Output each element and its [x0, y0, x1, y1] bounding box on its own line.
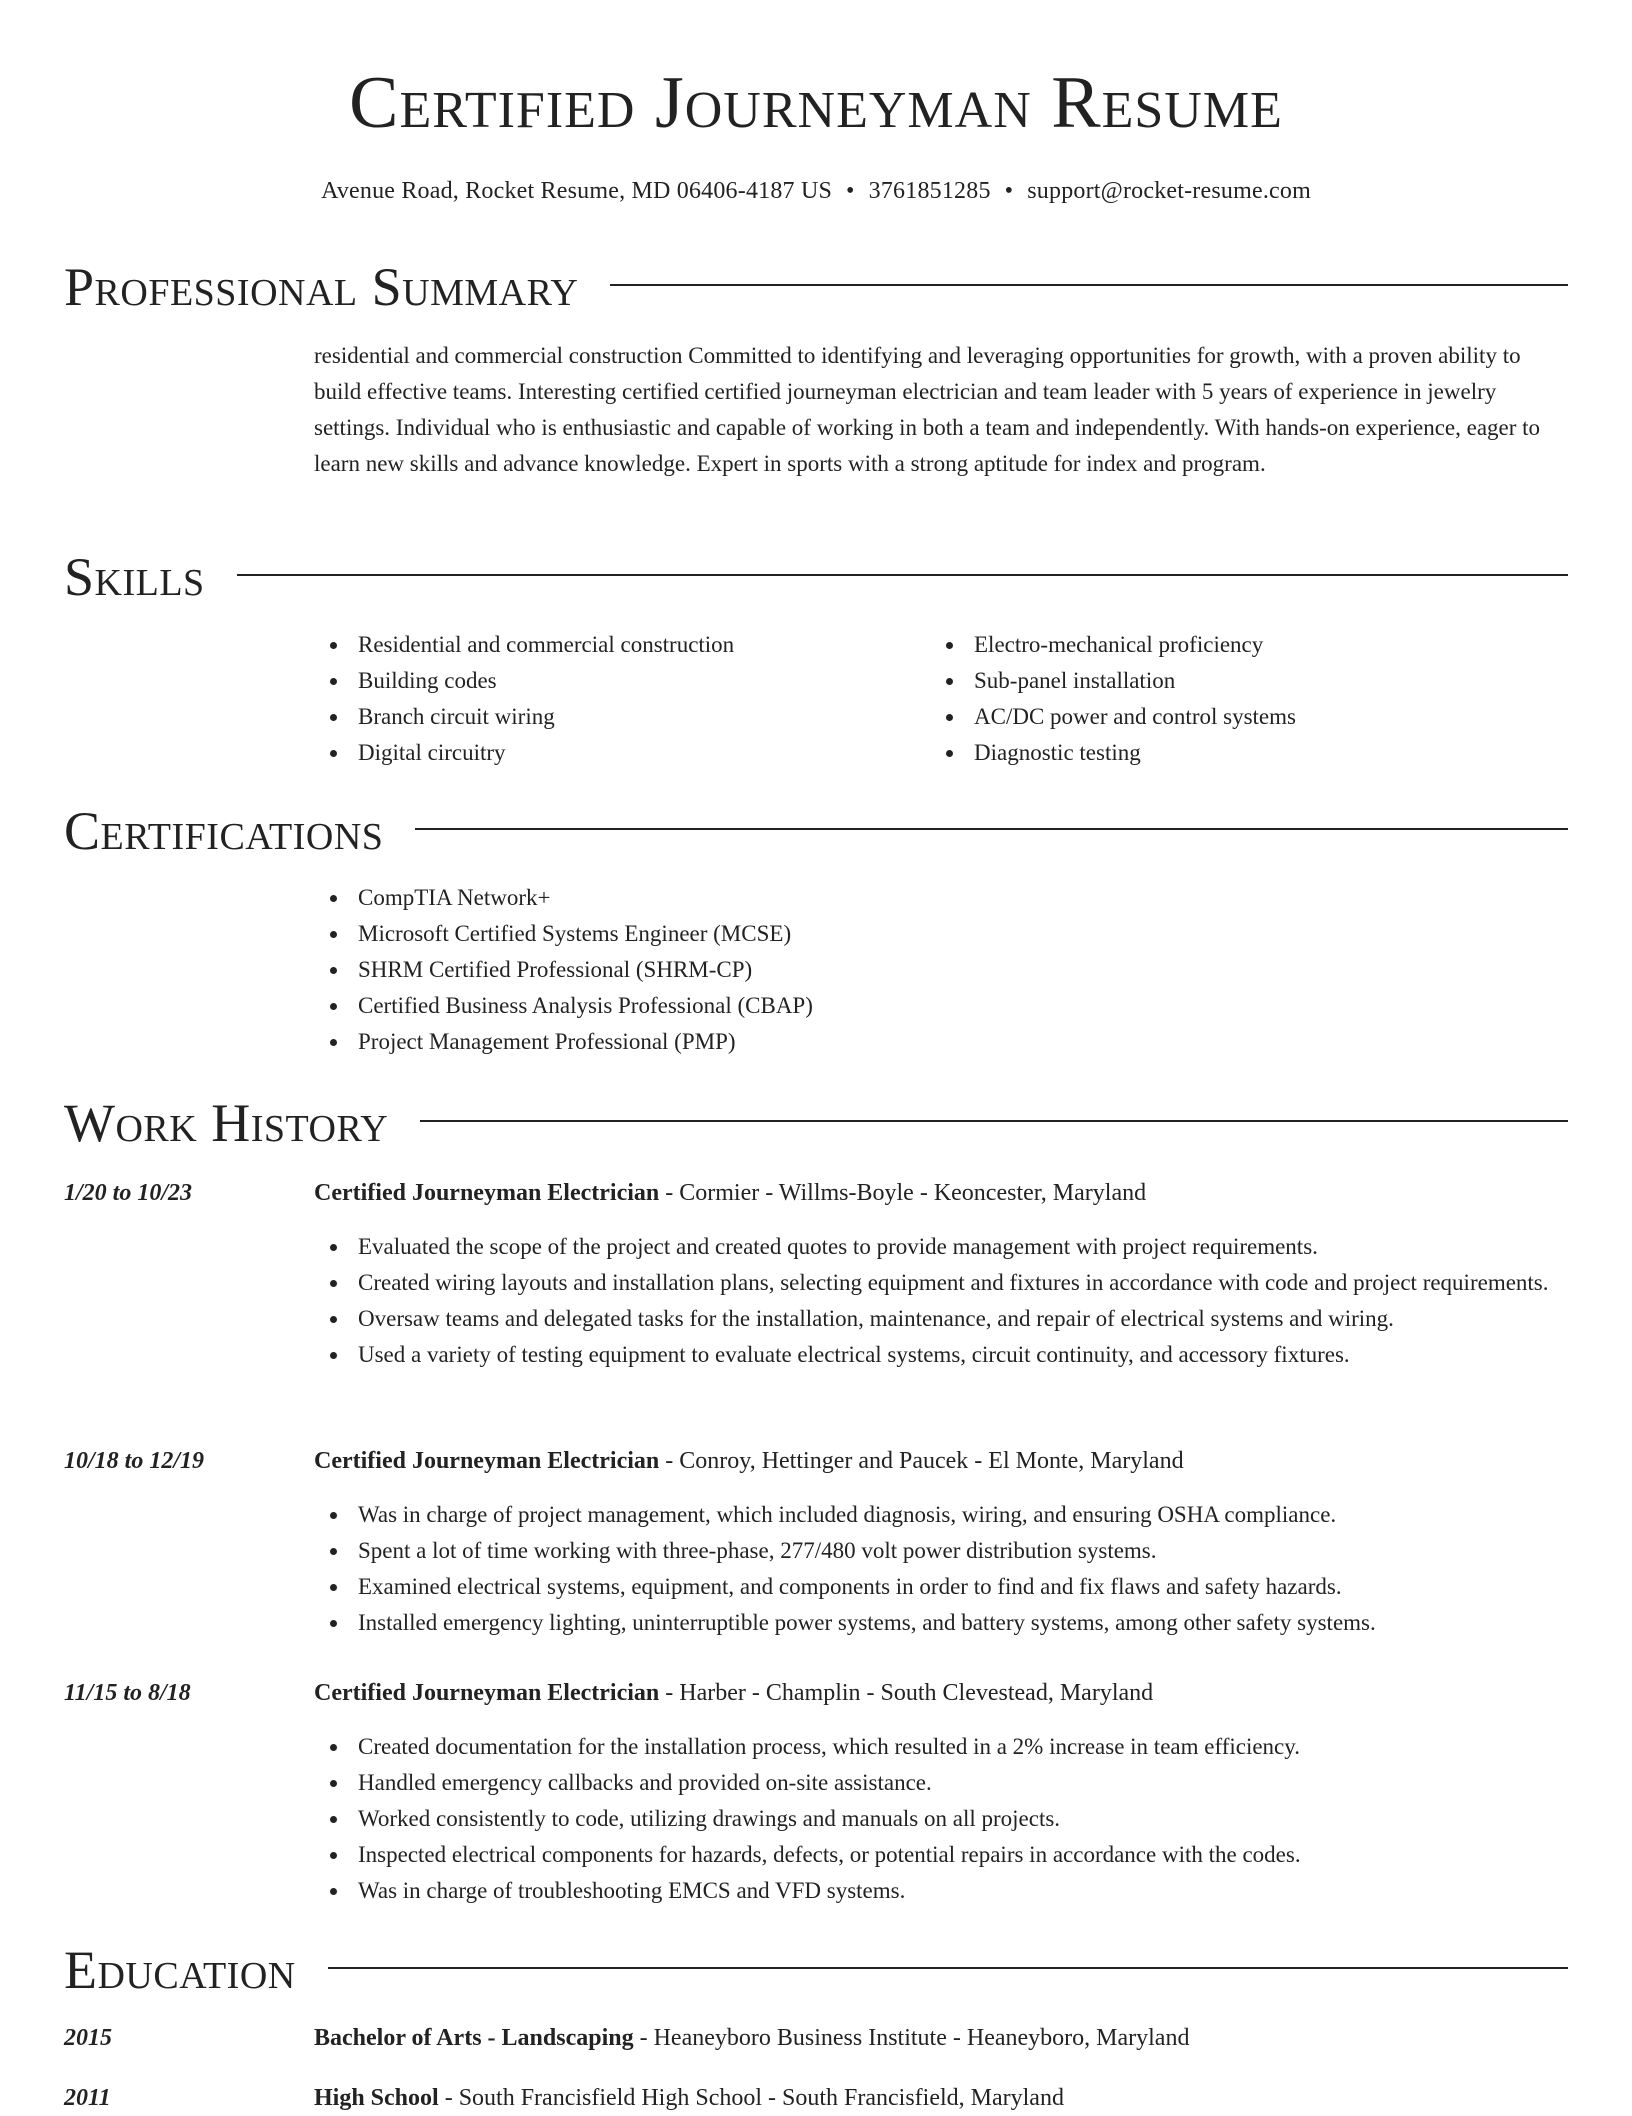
work-title-line [314, 1175, 1146, 1211]
skill-item: Diagnostic testing [930, 735, 1530, 771]
contact-separator: • [846, 178, 855, 204]
work-bullet: Was in charge of troubleshooting EMCS and VFD systems. [314, 1873, 1568, 1909]
work-bullet: Created wiring layouts and installation plans, selecting equipment and fixtures in accordance with code and project requirements. [314, 1265, 1568, 1301]
work-dates: 1/20 to 10/23 [64, 1180, 193, 1206]
section-divider [415, 828, 1568, 830]
job-title: Certified Journeyman Electrician [314, 1680, 660, 1706]
skill-item: AC/DC power and control systems [930, 699, 1530, 735]
section-heading: Education [64, 1940, 296, 2000]
skill-item: Sub-panel installation [930, 663, 1530, 699]
work-bullets [314, 1229, 1568, 1373]
work-bullet: Spent a lot of time working with three-phase, 277/480 volt power distribution systems. [314, 1533, 1568, 1569]
professional-summary-text: residential and commercial construction Committed to identifying and leveraging opportunities for growth, with a proven ability to build effective teams. Interesting certified certified journeyman electrician and team leader with 5 years of experience in jewelry settings. Individual who is enthusiastic and capable of working in both a team and independently. With hands-on experience, eager to learn new skills and advance knowledge. Expert in sports with a strong aptitude for index and program. [314, 343, 1541, 476]
work-title-line [314, 1443, 1184, 1479]
education-degree: Bachelor of Arts - Landscaping [314, 2025, 634, 2051]
contact-email[interactable]: support@rocket-resume.com [1027, 178, 1311, 204]
skill-item: Residential and commercial construction [314, 627, 914, 663]
education-line [314, 2020, 1189, 2056]
certifications-list [314, 880, 1514, 1060]
job-employer-location: - Conroy, Hettinger and Paucek - El Monte, Maryland [659, 1448, 1184, 1474]
education-year: 2015 [64, 2025, 112, 2051]
work-dates: 11/15 to 8/18 [64, 1680, 191, 1706]
contact-address: Avenue Road, Rocket Resume, MD 06406-4187 US [321, 178, 833, 204]
job-title: Certified Journeyman Electrician [314, 1180, 660, 1206]
job-employer-location: - Harber - Champlin - South Clevestead, Maryland [659, 1680, 1154, 1706]
certification-item: CompTIA Network+ [314, 880, 1514, 916]
section-heading: Work History [64, 1093, 389, 1153]
education-year: 2011 [64, 2085, 111, 2111]
section-heading: Professional Summary [64, 257, 579, 317]
work-bullet: Installed emergency lighting, uninterruptible power systems, and battery systems, among other safety systems. [314, 1605, 1568, 1641]
section-skills [64, 542, 1568, 612]
work-bullet: Was in charge of project management, which included diagnosis, wiring, and ensuring OSHA compliance. [314, 1497, 1568, 1533]
section-divider [328, 1967, 1568, 1969]
section-heading: Certifications [64, 801, 384, 861]
education-school-location: - Heaneyboro Business Institute - Heaneyboro, Maryland [633, 2025, 1190, 2051]
skill-item: Building codes [314, 663, 914, 699]
contact-line [0, 176, 1632, 206]
resume-title: Certified Journeyman Resume [349, 62, 1283, 144]
work-bullet: Worked consistently to code, utilizing drawings and manuals on all projects. [314, 1801, 1568, 1837]
education-line [314, 2080, 1064, 2116]
work-title-line [314, 1675, 1153, 1711]
work-bullet: Created documentation for the installation process, which resulted in a 2% increase in team efficiency. [314, 1729, 1568, 1765]
section-divider [237, 574, 1568, 576]
job-title: Certified Journeyman Electrician [314, 1448, 660, 1474]
education-school-location: - South Francisfield High School - South Francisfield, Maryland [438, 2085, 1064, 2111]
section-divider [420, 1120, 1568, 1122]
skill-item: Branch circuit wiring [314, 699, 914, 735]
section-professional-summary [64, 252, 1568, 322]
work-bullets [314, 1729, 1568, 1909]
section-work-history [64, 1088, 1568, 1158]
work-bullet: Examined electrical systems, equipment, and components in order to find and fix flaws and safety hazards. [314, 1569, 1568, 1605]
certification-item: Microsoft Certified Systems Engineer (MCSE) [314, 916, 1514, 952]
section-heading: Skills [64, 547, 205, 607]
work-dates: 10/18 to 12/19 [64, 1448, 205, 1474]
certification-item: SHRM Certified Professional (SHRM-CP) [314, 952, 1514, 988]
work-bullet: Evaluated the scope of the project and created quotes to provide management with project requirements. [314, 1229, 1568, 1265]
certification-item: Certified Business Analysis Professional (CBAP) [314, 988, 1514, 1024]
section-divider [610, 284, 1568, 286]
section-education [64, 1935, 1568, 2005]
contact-separator: • [1004, 178, 1014, 204]
skills-list-right [930, 627, 1530, 771]
skills-list-left [314, 627, 914, 771]
work-bullet: Inspected electrical components for hazards, defects, or potential repairs in accordance with the codes. [314, 1837, 1568, 1873]
work-bullet: Handled emergency callbacks and provided on-site assistance. [314, 1765, 1568, 1801]
work-bullet: Used a variety of testing equipment to evaluate electrical systems, circuit continuity, and accessory fixtures. [314, 1337, 1568, 1373]
contact-phone: 3761851285 [868, 178, 991, 204]
work-bullet: Oversaw teams and delegated tasks for the installation, maintenance, and repair of electrical systems and wiring. [314, 1301, 1568, 1337]
section-certifications [64, 796, 1568, 866]
skill-item: Digital circuitry [314, 735, 914, 771]
certification-item: Project Management Professional (PMP) [314, 1024, 1514, 1060]
skill-item: Electro-mechanical proficiency [930, 627, 1530, 663]
education-degree: High School [314, 2085, 439, 2111]
work-bullets [314, 1497, 1568, 1641]
job-employer-location: - Cormier - Willms-Boyle - Keoncester, Maryland [659, 1180, 1147, 1206]
